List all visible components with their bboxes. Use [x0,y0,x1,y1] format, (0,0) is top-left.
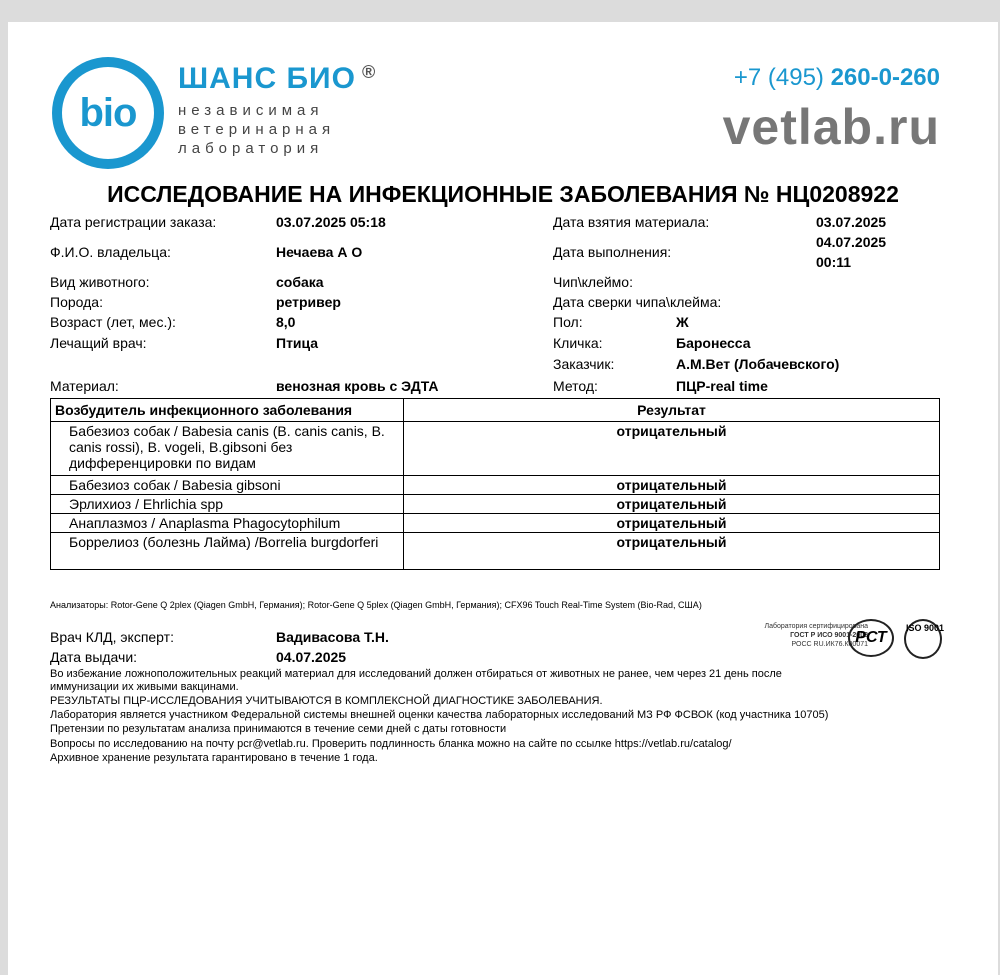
table-row: Бабезиоз собак / Babesia gibsoni отрицательный [51,476,940,495]
note-line: иммунизации их живыми вакцинами. [50,681,239,693]
doctor: Птица [276,335,319,351]
bio-logo [52,57,164,169]
done-date-label: Дата выполнения: [553,244,672,260]
results-table [50,398,940,570]
nickname-label: Кличка: [553,335,603,351]
sex-label: Пол: [553,314,583,330]
note-line: Во избежание ложноположительных реакций материал для исследований должен отбираться от животных не ранее, чем через 21 день после [50,668,782,680]
breed: ретривер [276,294,341,310]
sex: Ж [676,314,689,330]
owner: Нечаева А О [276,244,363,260]
table-row: Бабезиоз собак / Babesia canis (B. canis canis, B. canis rossi), B. vogeli, B.gibsoni без дифференцировки по видам отрицательный [51,422,940,476]
header-pathogen: Возбудитель инфекционного заболевания [51,399,404,422]
method: ПЦР-real time [676,378,768,394]
report-title: ИССЛЕДОВАНИЕ НА ИНФЕКЦИОННЫЕ ЗАБОЛЕВАНИЯ № НЦ0208922 [107,181,899,207]
age: 8,0 [276,314,296,330]
report-page [8,22,998,975]
expert: Вадивасова Т.Н. [276,629,389,645]
brand-name: ШАНС БИО ® [178,62,377,95]
done-date: 04.07.2025 [816,234,887,250]
certification-note: Лаборатория сертифицирована ГОСТ Р ИСО 9001-2008 РОСС RU.ИК76.К00071 [764,623,868,648]
note-line: Архивное хранение результата гарантировано в течение 1 года. [50,752,378,764]
species: собака [276,274,324,290]
note-line: Лаборатория является участником Федеральной системы внешней оценки качества лабораторных исследований МЗ РФ ФСВОК (код участника 10705) [50,709,829,721]
chip-check-label: Дата сверки чипа\клейма: [553,294,722,310]
issue-date: 04.07.2025 [276,649,347,665]
material: венозная кровь с ЭДТА [276,378,439,394]
phone: +7 (495) 260-0-260 [733,64,940,91]
iso-cert-icon: ISO 9001 [904,619,942,659]
table-header [51,399,940,422]
issue-date-label: Дата выдачи: [50,649,138,665]
doctor-label: Лечащий врач: [50,335,147,351]
website: vetlab.ru [722,99,940,155]
table-row: Эрлихиоз / Ehrlichia spp отрицательный [51,495,940,514]
species-label: Вид животного: [50,274,150,290]
owner-label: Ф.И.О. владельца: [50,244,171,260]
method-label: Метод: [553,378,598,394]
analyzers-note: Анализаторы: Rotor-Gene Q 2plex (Qiagen GmbH, Германия); Rotor-Gene Q 5plex (Qiagen GmbH, Германия); CFX96 Touch Real-Time System (Bio-Rad, США) [50,600,702,610]
customer: А.М.Вет (Лобачевского) [676,356,840,372]
reg-date-label: Дата регистрации заказа: [50,214,217,230]
breed-label: Порода: [50,294,103,310]
header-result: Результат [404,399,940,422]
nickname: Баронесса [676,335,751,351]
note-line: Претензии по результатам анализа принимаются в течение семи дней с даты готовности [50,723,507,735]
expert-label: Врач КЛД, эксперт: [50,629,174,645]
table-row: Боррелиоз (болезнь Лайма) /Borrelia burgdorferi отрицательный [51,533,940,570]
chip-label: Чип\клеймо: [553,274,633,290]
registered-mark: ® [361,62,377,82]
customer-label: Заказчик: [553,356,615,372]
done-time: 00:11 [816,254,852,270]
note-line: РЕЗУЛЬТАТЫ ПЦР-ИССЛЕДОВАНИЯ УЧИТЫВАЮТСЯ В КОМПЛЕКСНОЙ ДИАГНОСТИКЕ ЗАБОЛЕВАНИЯ. [50,695,603,707]
tagline-1: независимая [178,102,324,119]
sample-date-label: Дата взятия материала: [553,214,710,230]
logo-text: bio [79,91,137,135]
material-label: Материал: [50,378,119,394]
tagline-3: лаборатория [178,140,324,157]
tagline-2: ветеринарная [178,121,336,138]
table-row: Анаплазмоз / Anaplasma Phagocytophilum отрицательный [51,514,940,533]
rct-cert-icon: РСТ [848,619,894,657]
reg-date: 03.07.2025 05:18 [276,214,386,230]
age-label: Возраст (лет, мес.): [50,314,176,330]
sample-date: 03.07.2025 [816,214,887,230]
note-line: Вопросы по исследованию на почту pcr@vetlab.ru. Проверить подлинность бланка можно на сайте по ссылке https://vetlab.ru/catalog/ [50,738,732,750]
